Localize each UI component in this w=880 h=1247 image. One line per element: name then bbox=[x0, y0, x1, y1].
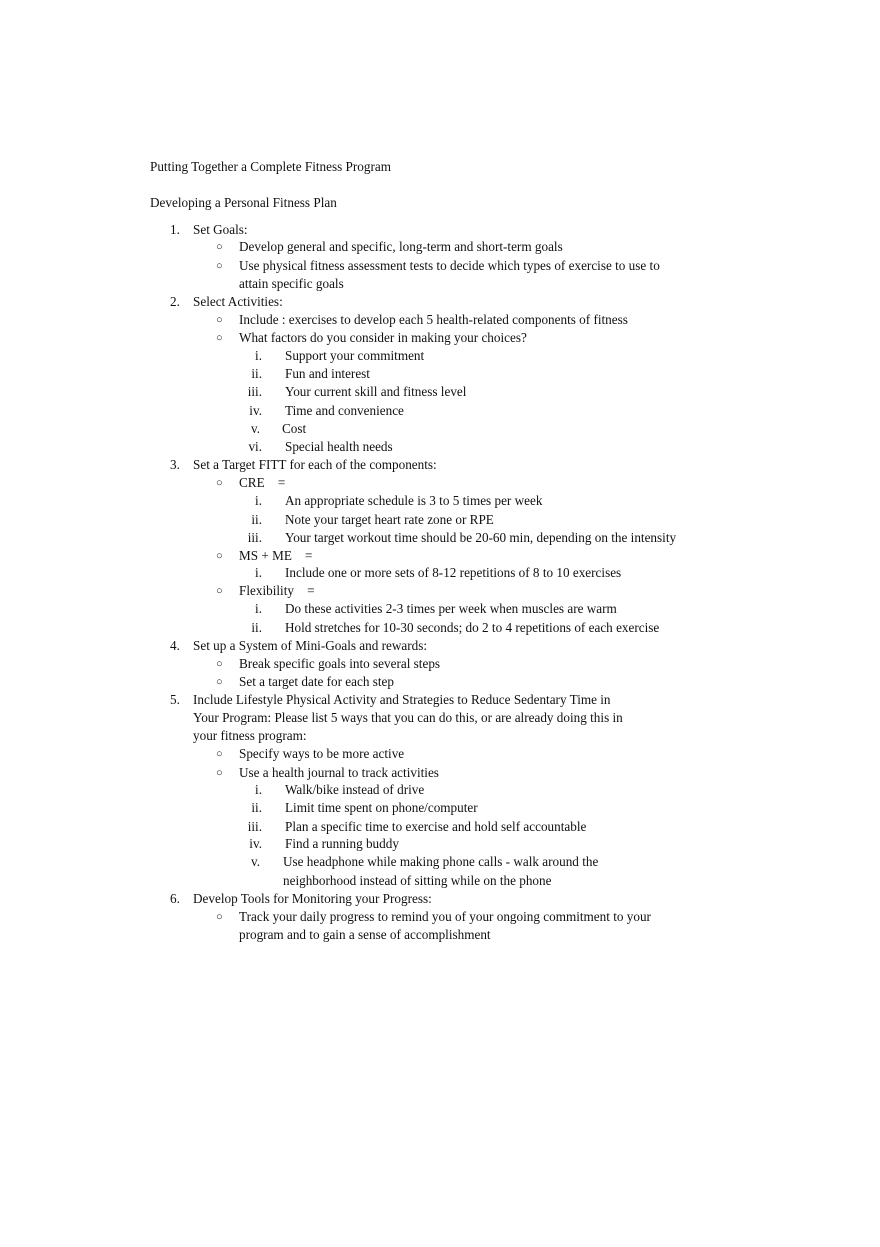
list-item: Break specific goals into several steps bbox=[239, 656, 441, 671]
document-title: Putting Together a Complete Fitness Program bbox=[150, 159, 391, 174]
sub-item: Find a running buddy bbox=[285, 836, 399, 851]
bullet-icon: ○ bbox=[216, 748, 223, 760]
list-item: Set a target date for each step bbox=[239, 674, 395, 689]
sub-item: Hold stretches for 10-30 seconds; do 2 to 4 repetitions of each exercise bbox=[285, 620, 660, 635]
list-item: Track your daily progress to remind you of your ongoing commitment to your bbox=[239, 909, 651, 924]
roman-numeral: ii. bbox=[251, 620, 262, 635]
bullet-icon: ○ bbox=[216, 767, 223, 779]
list-item: CRE = bbox=[239, 475, 286, 490]
bullet-icon: ○ bbox=[216, 314, 223, 326]
sub-item: Your current skill and fitness level bbox=[285, 384, 467, 399]
roman-numeral: i. bbox=[255, 348, 262, 363]
list-item: MS + ME = bbox=[239, 548, 313, 563]
step-number: 2. bbox=[170, 294, 180, 309]
sub-item: Use headphone while making phone calls - walk around the bbox=[283, 854, 599, 869]
sub-item: Cost bbox=[282, 421, 307, 436]
sub-item: Special health needs bbox=[285, 439, 393, 454]
sub-item: Support your commitment bbox=[285, 348, 425, 363]
step-number: 3. bbox=[170, 457, 180, 472]
roman-numeral: iv. bbox=[249, 403, 262, 418]
list-item: Use physical fitness assessment tests to decide which types of exercise to use to bbox=[239, 258, 660, 273]
roman-numeral: v. bbox=[250, 421, 260, 436]
roman-numeral: v. bbox=[250, 854, 260, 869]
list-item: Flexibility = bbox=[239, 583, 315, 598]
step-label: Develop Tools for Monitoring your Progress: bbox=[193, 891, 432, 906]
bullet-icon: ○ bbox=[216, 550, 223, 562]
roman-numeral: iii. bbox=[247, 384, 262, 399]
sub-item: Note your target heart rate zone or RPE bbox=[285, 512, 494, 527]
roman-numeral: ii. bbox=[251, 800, 262, 815]
bullet-icon: ○ bbox=[216, 658, 223, 670]
bullet-icon: ○ bbox=[216, 911, 223, 923]
sub-item: Fun and interest bbox=[285, 366, 370, 381]
sub-item: Do these activities 2-3 times per week when muscles are warm bbox=[285, 601, 617, 616]
sub-item-continuation: neighborhood instead of sitting while on the phone bbox=[283, 873, 552, 888]
step-number: 5. bbox=[170, 692, 180, 707]
list-item: What factors do you consider in making your choices? bbox=[239, 330, 527, 345]
list-item: Develop general and specific, long-term and short-term goals bbox=[239, 239, 563, 254]
bullet-icon: ○ bbox=[216, 676, 223, 688]
step-number: 4. bbox=[170, 638, 180, 653]
step-label: Include Lifestyle Physical Activity and Strategies to Reduce Sedentary Time in bbox=[193, 692, 611, 707]
roman-numeral: ii. bbox=[251, 366, 262, 381]
roman-numeral: iv. bbox=[249, 836, 262, 851]
bullet-icon: ○ bbox=[216, 260, 223, 272]
sub-item: Your target workout time should be 20-60 min, depending on the intensity bbox=[285, 530, 677, 545]
roman-numeral: vi. bbox=[248, 439, 262, 454]
sub-item: Limit time spent on phone/computer bbox=[285, 800, 478, 815]
list-item-continuation: program and to gain a sense of accomplishment bbox=[239, 927, 491, 942]
list-item-continuation: attain specific goals bbox=[239, 276, 344, 291]
sub-item: An appropriate schedule is 3 to 5 times per week bbox=[285, 493, 543, 508]
roman-numeral: iii. bbox=[247, 530, 262, 545]
sub-item: Plan a specific time to exercise and hold self accountable bbox=[285, 819, 587, 834]
step-label: Set up a System of Mini-Goals and rewards: bbox=[193, 638, 428, 653]
step-label-continuation: Your Program: Please list 5 ways that you can do this, or are already doing this in bbox=[193, 710, 623, 725]
bullet-icon: ○ bbox=[216, 332, 223, 344]
roman-numeral: i. bbox=[255, 493, 262, 508]
bullet-icon: ○ bbox=[216, 241, 223, 253]
step-label: Set Goals: bbox=[193, 222, 248, 237]
sub-item: Time and convenience bbox=[285, 403, 404, 418]
list-item: Include : exercises to develop each 5 health-related components of fitness bbox=[239, 312, 628, 327]
step-number: 1. bbox=[170, 222, 180, 237]
roman-numeral: i. bbox=[255, 565, 262, 580]
roman-numeral: i. bbox=[255, 601, 262, 616]
bullet-icon: ○ bbox=[216, 477, 223, 489]
roman-numeral: i. bbox=[255, 782, 262, 797]
step-number: 6. bbox=[170, 891, 180, 906]
sub-item: Include one or more sets of 8-12 repetitions of 8 to 10 exercises bbox=[285, 565, 622, 580]
step-label-continuation: your fitness program: bbox=[193, 728, 307, 743]
list-item: Specify ways to be more active bbox=[239, 746, 405, 761]
section-heading: Developing a Personal Fitness Plan bbox=[150, 195, 337, 210]
step-label: Select Activities: bbox=[193, 294, 283, 309]
list-item: Use a health journal to track activities bbox=[239, 765, 439, 780]
bullet-icon: ○ bbox=[216, 585, 223, 597]
step-label: Set a Target FITT for each of the components: bbox=[193, 457, 437, 472]
roman-numeral: iii. bbox=[247, 819, 262, 834]
roman-numeral: ii. bbox=[251, 512, 262, 527]
sub-item: Walk/bike instead of drive bbox=[285, 782, 425, 797]
